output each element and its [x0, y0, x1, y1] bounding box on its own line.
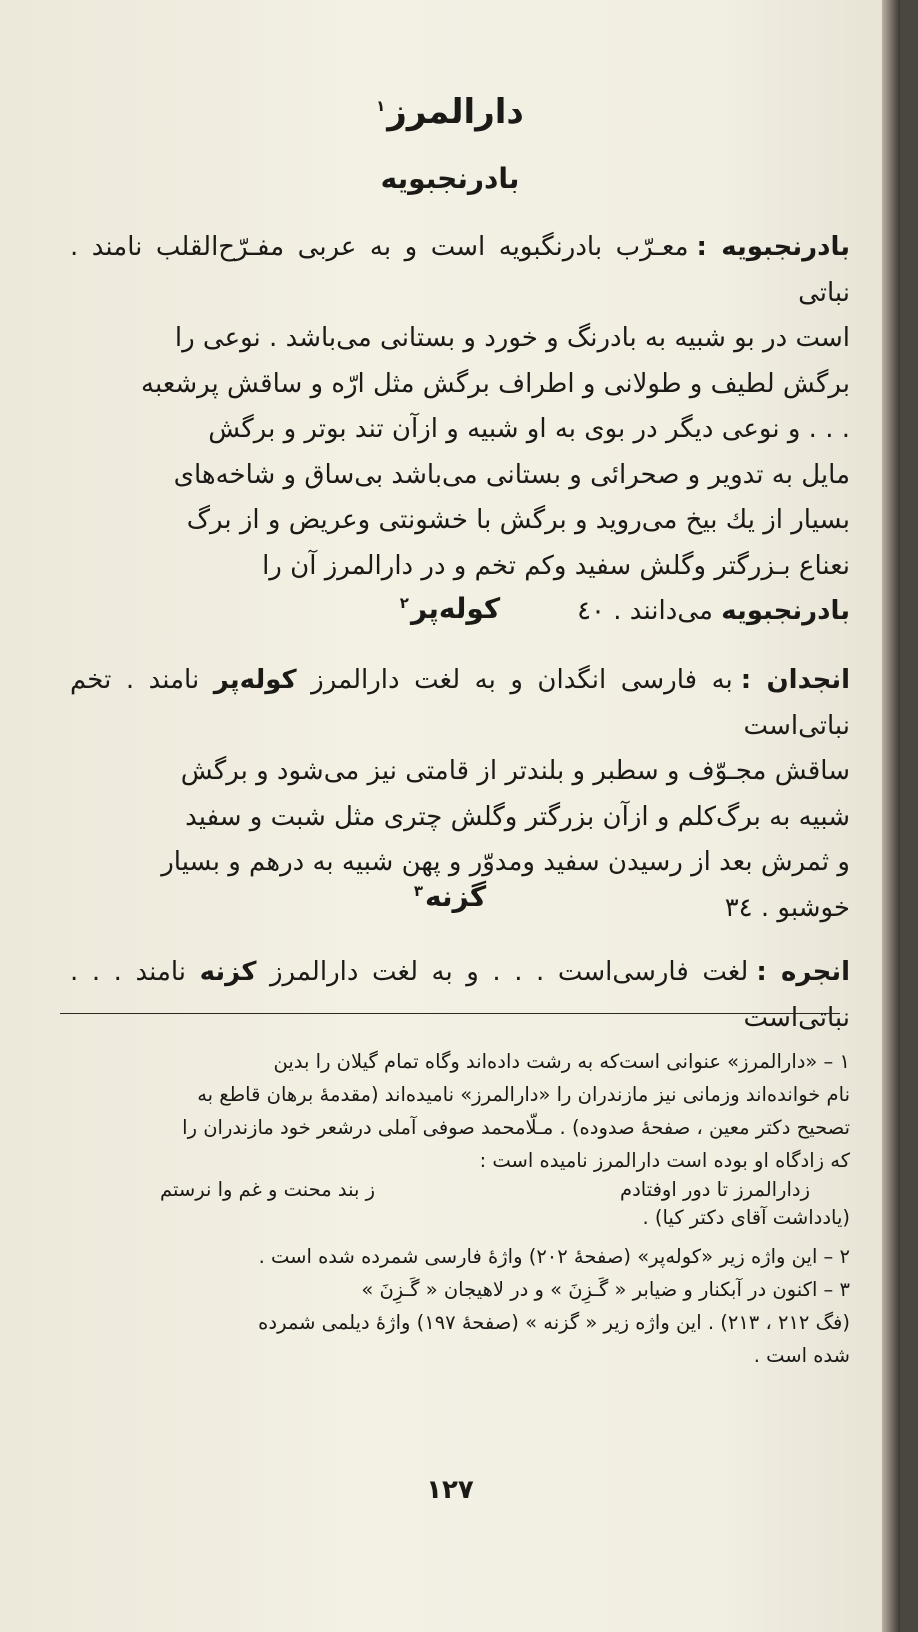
footnote-3-line: (فگ ۲۱۲ ، ۲۱۳) . این واژه زیر « گزنه » (صفحهٔ ۱۹۷) واژهٔ دیلمی شمرده	[258, 1310, 850, 1334]
page-gutter-shadow	[882, 0, 900, 1632]
entry-1-text: معـرّب بادرنگبویه است و به عربی مفـرّح‌القلب نامند . نباتی	[70, 232, 850, 308]
section-heading-2	[0, 592, 900, 625]
entry-2-term: انجدان :	[740, 665, 851, 695]
section-3-footnote-ref: ۳	[413, 881, 423, 900]
entry-1-line: بسیار از یك بیخ می‌روید و برگش با خشونتی وعریض و از برگ	[186, 505, 850, 535]
footnote-divider	[60, 1013, 840, 1014]
footnote-1-line: که زادگاه او بوده است دارالمرز نامیده است :	[479, 1149, 850, 1173]
entry-2-line: ساقش مجـوّف و سطبر و بلندتر از قامتی نیز می‌شود و برگش	[180, 756, 850, 786]
section-heading-2-text: کوله‌پر	[410, 592, 501, 625]
entry-2-bold-word: کوله‌پر	[213, 665, 297, 695]
section-heading-3-text: گزنه	[424, 880, 487, 913]
verse-hemistich-2: ز بند محنت و غم وا نرستم	[160, 1177, 376, 1201]
footnote-3-line: شده است .	[753, 1344, 850, 1368]
footnotes	[70, 1045, 850, 1372]
page-number: ۱۲۷	[426, 1475, 474, 1505]
entry-3-text: لغت فارسی‌است . . . و به لغت دارالمرز	[270, 957, 749, 987]
footnote-1-source: (یادداشت آقای دکتر کیا) .	[642, 1205, 850, 1229]
entry-1-line: مایل به تدویر و صحرائی و بستانی می‌باشد بی‌ساق و شاخه‌های	[173, 459, 850, 490]
entry-1-line	[70, 225, 850, 316]
entry-3-bold-word: کزنه	[199, 957, 257, 987]
entry-3	[70, 950, 850, 1041]
footnote-1-line: ۱ – «دارالمرز» عنوانی است‌که به رشت داده‌اند وگاه تمام گیلان را بدین	[273, 1050, 850, 1073]
footnote-2: ۲ – این واژه زیر «کوله‌پر» (صفحهٔ ۲۰۲) واژهٔ فارسی شمرده شده است .	[258, 1244, 850, 1268]
title-footnote-ref: ۱	[376, 96, 386, 115]
section-heading-1-text: بادرنجبویه	[380, 162, 520, 195]
section-heading-1	[0, 162, 900, 195]
footnote-1-line: تصحیح دکتر معین ، صفحهٔ صدوده) . مـلّامحمد صوفی آملی درشعر خود مازندران را	[182, 1116, 850, 1140]
page-title	[0, 92, 900, 132]
entry-1	[70, 225, 850, 635]
section-heading-3	[0, 880, 900, 913]
entry-1-bold-word: بادرنجبویه	[721, 596, 850, 626]
entry-2-text-end: نامند . تخم نباتی‌است	[70, 665, 850, 741]
entry-3-term: انجره :	[756, 957, 850, 987]
entry-1-line-end: می‌دانند . ٤٠	[577, 596, 713, 626]
entry-1-line: برگش لطیف و طولانی و اطراف برگش مثل ارّه و ساقش پرشعبه	[141, 368, 850, 399]
entry-2-text: به فارسی انگدان و به لغت دارالمرز	[311, 665, 733, 695]
footnote-verse	[70, 1178, 850, 1201]
entry-2-line: شبیه به برگ‌کلم و ازآن بزرگتر وگلش چتری مثل شبت و سفید	[185, 801, 850, 832]
entry-2-line	[70, 658, 850, 749]
section-2-footnote-ref: ۲	[399, 593, 409, 612]
entry-1-term: بادرنجبویه :	[696, 232, 850, 262]
verse-hemistich-1: زدارالمرز تا دور اوفتادم	[620, 1177, 810, 1201]
entry-1-line: است در بو شبیه به بادرنگ و خورد و بستانی می‌باشد . نوعی را	[174, 323, 850, 353]
footnote-1-line: نام خوانده‌اند وزمانی نیز مازندران را «دارالمرز» نامیده‌اند (مقدمهٔ برهان قاطع به	[197, 1083, 850, 1107]
entry-1-line: . . . و نوعی دیگر در بوی به او شبیه و ازآن تند بوتر و برگش	[208, 414, 850, 444]
entry-2-line: و ثمرش بعد از رسیدن سفید ومدوّر و پهن شبیه به درهم و بسیار	[161, 847, 850, 877]
entry-1-line: نعناع بـزرگتر وگلش سفید وکم تخم و در دارالمرز آن را	[262, 550, 850, 581]
entry-2-line: خوشبو . ٣٤	[724, 892, 850, 923]
entry-3-text-end: نامند . . . نباتی‌است	[70, 957, 850, 1033]
entry-3-line	[70, 950, 850, 1041]
footnote-3-line: ۳ – اکنون در آبکنار و ضیابر « گَـزِنَ » و در لاهیجان « گَـزِنَ »	[361, 1277, 850, 1301]
title-text: دارالمرز	[387, 92, 524, 132]
